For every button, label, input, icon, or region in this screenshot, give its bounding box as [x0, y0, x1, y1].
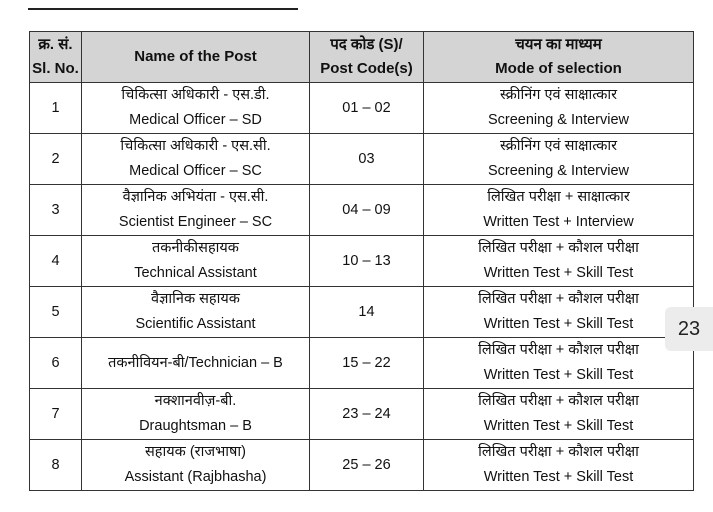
cell-post-code: 01 – 02 [310, 83, 424, 134]
mode-hi: स्क्रीनिंग एवं साक्षात्कार [499, 87, 618, 103]
mode-hi: लिखित परीक्षा + कौशल परीक्षा [478, 393, 639, 409]
table-row [30, 134, 694, 185]
mode-hi: लिखित परीक्षा + कौशल परीक्षा [478, 342, 639, 358]
cell-post-code: 25 – 26 [310, 440, 424, 491]
mode-en: Screening & Interview [487, 163, 630, 179]
post-name-en: Assistant (Rajbhasha) [124, 469, 267, 485]
top-rule [28, 8, 298, 10]
table-row [30, 185, 694, 236]
header-post-code [310, 32, 424, 83]
header-code-en: Post Code(s) [320, 60, 413, 77]
post-name-hi: चिकित्सा अधिकारी - एस.डी. [121, 87, 270, 103]
cell-post-code: 14 [310, 287, 424, 338]
mode-hi: लिखित परीक्षा + साक्षात्कार [487, 189, 630, 205]
cell-sl: 2 [30, 134, 82, 185]
table-row [30, 440, 694, 491]
mode-en: Screening & Interview [487, 112, 630, 128]
mode-en: Written Test + Skill Test [483, 316, 634, 332]
cell-mode [424, 338, 694, 389]
cell-sl: 3 [30, 185, 82, 236]
header-sl-hi: क्र. सं. [38, 36, 73, 53]
cell-sl: 4 [30, 236, 82, 287]
cell-mode [424, 287, 694, 338]
header-mode-hi: चयन का माध्यम [515, 36, 602, 53]
page-number-badge: 23 [665, 307, 713, 351]
mode-en: Written Test + Skill Test [483, 418, 634, 434]
header-code-hi: पद कोड (S)/ [330, 36, 403, 53]
cell-post-name [82, 185, 310, 236]
table-header-row [30, 32, 694, 83]
cell-mode [424, 185, 694, 236]
mode-en: Written Test + Skill Test [483, 367, 634, 383]
table-row [30, 338, 694, 389]
post-name-hi: चिकित्सा अधिकारी - एस.सी. [120, 138, 271, 154]
cell-mode [424, 440, 694, 491]
cell-mode [424, 236, 694, 287]
table-row [30, 83, 694, 134]
post-name-en: Technical Assistant [134, 265, 257, 281]
post-name-en: Medical Officer – SD [129, 112, 262, 128]
header-sl-no [30, 32, 82, 83]
cell-post-code: 03 [310, 134, 424, 185]
mode-en: Written Test + Interview [483, 214, 634, 230]
cell-mode [424, 389, 694, 440]
header-post-name [82, 32, 310, 83]
post-name-hi: सहायक (राजभाषा) [144, 444, 247, 460]
cell-sl: 1 [30, 83, 82, 134]
cell-post-code: 04 – 09 [310, 185, 424, 236]
mode-hi: लिखित परीक्षा + कौशल परीक्षा [478, 444, 639, 460]
header-mode [424, 32, 694, 83]
cell-post-name [82, 338, 310, 389]
post-name-hi: वैज्ञानिक अभियंता - एस.सी. [122, 189, 269, 205]
mode-hi: लिखित परीक्षा + कौशल परीक्षा [478, 240, 639, 256]
header-name: Name of the Post [134, 48, 257, 65]
post-name-en: Medical Officer – SC [129, 163, 262, 179]
posts-table [29, 31, 694, 491]
table-row [30, 236, 694, 287]
cell-post-code: 10 – 13 [310, 236, 424, 287]
post-name-single: तकनीवियन-बी/Technician – B [108, 354, 283, 371]
cell-post-code: 23 – 24 [310, 389, 424, 440]
cell-post-name [82, 236, 310, 287]
cell-post-name [82, 134, 310, 185]
post-name-en: Scientist Engineer – SC [118, 214, 273, 230]
cell-post-code: 15 – 22 [310, 338, 424, 389]
post-name-hi: वैज्ञानिक सहायक [151, 291, 240, 307]
header-mode-en: Mode of selection [495, 60, 622, 77]
post-name-hi: नक्शानवीज़-बी. [154, 393, 237, 409]
cell-mode [424, 134, 694, 185]
cell-post-name [82, 440, 310, 491]
mode-hi: लिखित परीक्षा + कौशल परीक्षा [478, 291, 639, 307]
cell-mode [424, 83, 694, 134]
table-row [30, 389, 694, 440]
cell-post-name [82, 287, 310, 338]
mode-en: Written Test + Skill Test [483, 469, 634, 485]
header-sl-en: Sl. No. [32, 60, 79, 77]
cell-sl: 5 [30, 287, 82, 338]
cell-sl: 6 [30, 338, 82, 389]
post-name-hi: तकनीकीसहायक [152, 240, 239, 256]
post-name-en: Scientific Assistant [135, 316, 256, 332]
mode-en: Written Test + Skill Test [483, 265, 634, 281]
cell-sl: 7 [30, 389, 82, 440]
cell-post-name [82, 389, 310, 440]
cell-post-name [82, 83, 310, 134]
post-name-en: Draughtsman – B [139, 418, 252, 434]
cell-sl: 8 [30, 440, 82, 491]
table-row [30, 287, 694, 338]
mode-hi: स्क्रीनिंग एवं साक्षात्कार [499, 138, 618, 154]
